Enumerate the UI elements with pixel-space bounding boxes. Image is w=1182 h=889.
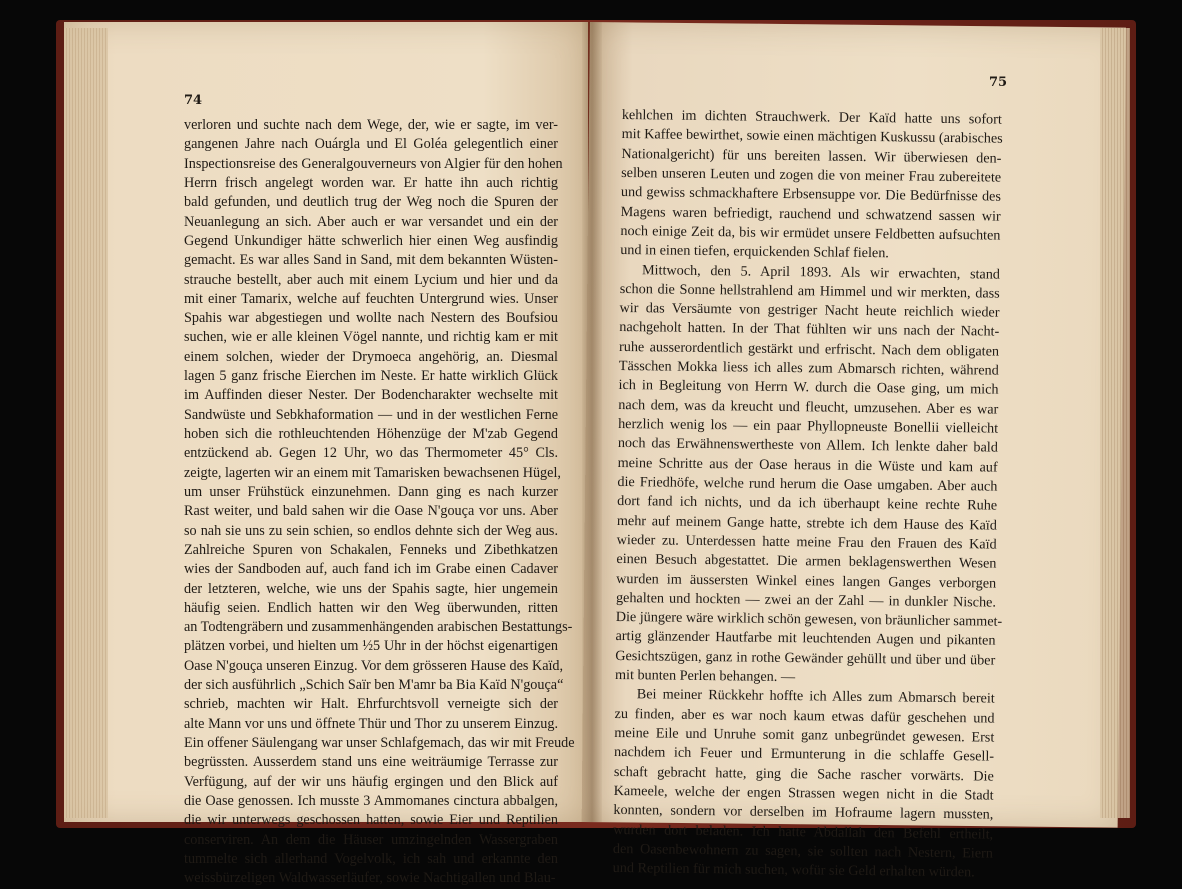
text-line: conserviren. An dem die Häuser umzingelnden Wassergraben: [184, 831, 558, 848]
text-line: hoben sich die rothleuchtenden Höhenzüge der M'zab Gegend: [184, 426, 558, 442]
text-line: Rast weiter, und bald sahen wir die Oase N'gouça vor uns. Aber: [184, 503, 558, 520]
text-line: alte Mann vor uns und öffnete Thür und Thor zu unserem Einzug.: [184, 715, 558, 732]
text-line: mit Kaffee bewirthet, sowie einen mächtigen Kuskussu (arabisches: [621, 126, 1003, 147]
text-line: meine Eile und Unruhe somit ganz unbegründet gewesen. Erst: [614, 724, 995, 746]
text-line: schon die Sonne hellstrahlend am Himmel und wir merkten, dass: [619, 280, 1000, 302]
text-line: noch einige Zeit da, bis wir ermüdet unsere Feldbetten aufsuchten: [620, 222, 1001, 244]
text-line: ruhe ausserordentlich gestärkt und erfrischt. Nach dem obligaten: [618, 338, 1000, 360]
text-line: wurden im äussersten Winkel eines langen Ganges verborgen: [616, 570, 997, 592]
text-line: wies der Sandboden auf, auch fand ich im Grabe einen Cadaver: [184, 561, 558, 578]
text-line: Spahis war abgestiegen und wollte nach Nestern des Boufsiou: [184, 310, 558, 327]
text-line: begrüssten. Ausserdem stand uns eine weiträumige Terrasse zur: [184, 754, 558, 771]
text-line: den Oasenbewohnern zu sagen, sie sollten nach Nestern, Eiern: [612, 840, 993, 862]
text-line: und Reptilien für mich suchen, wofür sie Geld erhalten würden.: [612, 860, 975, 881]
text-line: noch das Erwähnenswertheste von Allem. Ich lenkte daher bald: [617, 435, 998, 456]
right-page-number: 75: [989, 75, 1008, 90]
text-line: Nationalgericht) für uns bereiten lassen. Wir überwiesen den-: [621, 145, 1002, 167]
text-line: kehlchen im dichten Strauchwerk. Der Kaïd hatte uns sofort: [621, 106, 1002, 128]
left-page-number: 74: [184, 93, 203, 108]
text-line: gehalten und hockten — zwei an der Zahl — in dunkler Nische.: [615, 589, 997, 611]
left-page-edges: [64, 28, 108, 818]
text-line: Ein offener Säulengang war unser Schlafgemach, das wir mit Freude: [184, 735, 575, 751]
text-line: zu finden, aber es war noch kaum etwas dafür geschehen und: [614, 705, 995, 727]
text-line: einen Besuch abgestattet. Die armen beklagenswerthen Wesen: [616, 551, 997, 572]
text-line: entzückend ab. Gegen 12 Uhr, wo das Thermometer 45° Cls.: [184, 445, 558, 462]
text-line: plätzen vorbei, und hielten um ½5 Uhr in der höchst eigenartigen: [184, 638, 558, 655]
text-line: Bei meiner Rückkehr hoffte ich Alles zum Abmarsch bereit: [636, 686, 995, 707]
right-page-text: [613, 106, 1002, 883]
text-line: und in einen tiefen, erquickenden Schlaf fielen.: [620, 242, 889, 262]
text-line: an Todtengräbern und zusammenhängenden arabischen Bestattungs-: [184, 619, 573, 636]
text-line: gemacht. Es war alles Sand in Sand, mit dem bekannten Wüsten-: [184, 252, 558, 269]
text-line: Tässchen Mokka liess ich alles zum Abmarsch richten, während: [618, 358, 999, 379]
text-line: mehr auf meinem Gange hatte, strebte ich dem Hause des Kaïd: [616, 512, 998, 534]
text-line: Mittwoch, den 5. April 1893. Als wir erwachten, stand: [641, 261, 1001, 283]
text-line: der letzteren, welche, wie uns der Spahis sagte, hier ungemein: [184, 580, 558, 597]
text-line: tummelte sich allerhand Vogelvolk, ich sah und erkannte den: [184, 850, 558, 867]
text-line: wieder zu. Unterdessen hatte meine Frau den Frauen des Kaïd: [616, 531, 997, 553]
text-line: ich in Begleitung von Herrn W. durch die Oase ging, um mich: [618, 377, 999, 398]
book-gutter: [582, 22, 602, 822]
text-line: wir das Versäumte von gestriger Nacht heute reichlich wieder: [619, 300, 1000, 321]
text-line: Verfügung, auf der wir uns häufig ergingen und den Blick auf: [184, 773, 558, 790]
text-line: artig glänzender Hautfarbe mit leuchtenden Augen und pikanten: [615, 628, 996, 650]
text-line: häufig seien. Endlich hatten wir den Weg überwunden, ritten: [184, 599, 558, 616]
text-line: mit bunten Perlen behangen. —: [614, 667, 796, 686]
text-line: nachgeholt hatten. In der That fühlten wir uns nach der Nacht-: [619, 319, 1000, 341]
text-line: strauche bestellt, aber auch mit einem Lycium und hier und da: [184, 271, 558, 288]
left-page-text: [184, 116, 575, 889]
text-line: lagen 5 ganz frische Eierchen im Neste. Er hatte wirklich Glück: [184, 368, 558, 385]
text-line: im Auffinden dieser Nester. Der Bodencharakter wechselte mit: [184, 387, 558, 404]
text-line: nachdem ich Feuer und Ermunterung in die schlaffe Gesell-: [614, 744, 995, 765]
text-line: Zahlreiche Spuren von Schakalen, Fenneks und Zibethkatzen: [184, 541, 558, 558]
text-line: Herrn frisch angelegt worden war. Er hatte ihn auch richtig: [184, 174, 558, 191]
text-line: Inspectionsreise des Generalgouverneurs von Algier für den hohen: [184, 155, 563, 172]
text-line: suchen, wie er alle kleinen Vögel nannte, und richtig kam er mit: [184, 329, 558, 346]
text-line: gangenen Jahre nach Ouárgla und El Goléa gelegentlich einer: [184, 136, 558, 153]
text-line: Kameele, welche der engen Strassen wegen nicht in die Stadt: [613, 782, 994, 804]
text-line: schaft gebracht hatte, ging die Sache rascher vorwärts. Die: [613, 763, 994, 785]
text-line: verloren und suchte nach dem Wege, der, wie er sagte, im ver-: [184, 117, 558, 133]
text-line: um unser Frühstück einzunehmen. Dann ging es nach kurzer: [184, 483, 558, 500]
text-line: schrieb, machten wir Halt. Ehrfurchtsvoll verneigte sich der: [184, 696, 558, 713]
text-line: Die jüngere wäre wirklich schön gewesen, von bräunlicher sammet-: [615, 609, 1003, 630]
text-line: Gesichtszügen, ganz in rothe Gewänder gehüllt und über und über: [615, 647, 996, 669]
text-line: dort fand ich nichts, und da ich überhaupt keine rechte Ruhe: [617, 493, 998, 514]
text-line: der sich ausführlich „Schich Saïr ben M'amr ba Bia Kaïd N'gouça“: [184, 677, 564, 694]
text-line: Neuanlegung an sich. Aber auch er war versandet und ein der: [184, 213, 558, 230]
text-line: und gewiss schmackhaftere Erbsensuppe vor. Die Bedürfnisse des: [620, 184, 1002, 205]
right-page-edges: [1100, 28, 1130, 818]
text-line: zeigte, lagerten wir an einem mit Tamarisken bewachsenen Hügel,: [184, 464, 561, 481]
text-line: einem solchen, wieder der Drymoeca angehörig, an. Diesmal: [184, 348, 558, 365]
text-line: nach dem, was da kreucht und fleucht, umzusehen. Aber es war: [618, 396, 999, 418]
text-line: mit einer Tamarix, welche auf feuchten Untergrund wies. Unser: [184, 290, 558, 307]
text-line: die Oase genossen. Ich musste 3 Ammomanes cinctura abbalgen,: [184, 792, 558, 809]
text-line: selben unseren Leuten und zogen die von meiner Frau zubereitete: [621, 164, 1002, 186]
text-line: konnten, sondern vor derselben im Hofraume lagern mussten,: [613, 802, 994, 823]
text-line: Sandwüste und Sebkhaformation — und in der westlichen Ferne: [184, 406, 558, 423]
text-line: bald gefunden, und deutlich trug der Weg noch die Spuren der: [184, 194, 558, 211]
text-line: herzlich wenig los — ein paar Phyllopneuste Bonellii vielleicht: [618, 415, 999, 437]
text-line: Oase N'gouça unseren Einzug. Vor dem grösseren Hause des Kaïd,: [184, 657, 564, 674]
text-line: wurden dort beladen. Ich hatte Abdallah den Befehl ertheilt,: [613, 821, 994, 843]
text-line: weissbürzeligen Waldwasserläufer, sowie Nachtigallen und Blau-: [184, 870, 556, 887]
text-line: die Friedhöfe, welche rund herum die Oase umgaben. Aber auch: [617, 473, 998, 495]
text-line: Gegend Unkundiger hätte schwerlich hier einen Weg ausfindig: [184, 232, 558, 249]
text-line: so nah sie uns zu sein schien, so endlos dehnte sich der Weg aus.: [184, 522, 558, 539]
text-line: Magens waren befriedigt, rauchend und schwatzend sassen wir: [620, 203, 1001, 225]
text-line: die wir unterwegs geschossen hatten, sowie Eier und Reptilien: [184, 812, 558, 829]
text-line: meine Schritte aus der Oase heraus in die Wüste und kam auf: [617, 454, 998, 476]
